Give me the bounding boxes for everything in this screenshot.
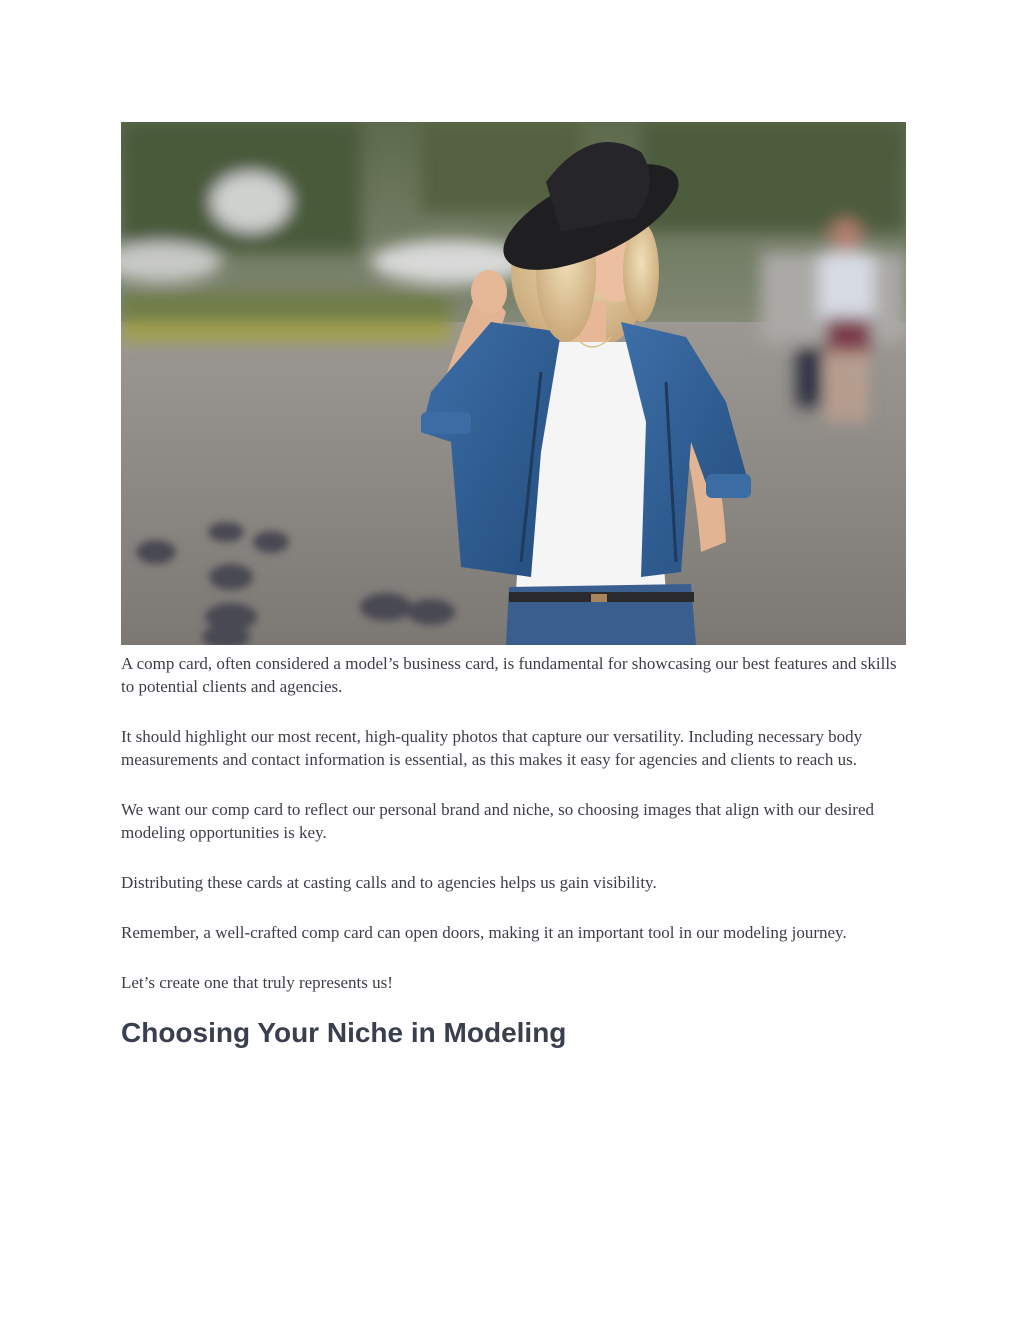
paragraph: Let’s create one that truly represents us! (121, 973, 393, 992)
article (121, 122, 906, 1050)
section-heading: Choosing Your Niche in Modeling (121, 1017, 567, 1048)
paragraph: We want our comp card to reflect our personal brand and niche, so choosing images that align with our desired modeling opportunities is key. (121, 800, 875, 842)
paragraph: Distributing these cards at casting calls and to agencies helps us gain visibility. (121, 873, 657, 892)
paragraph: Remember, a well-crafted comp card can open doors, making it an important tool in our modeling journey. (121, 923, 847, 942)
paragraph: It should highlight our most recent, high-quality photos that capture our versatility. Including necessary body measurements and contact information is essential, as this makes it easy for agencies and clients to reach us. (121, 727, 863, 769)
article-body (121, 652, 906, 994)
model-photo-illustration (121, 122, 906, 645)
paragraph: A comp card, often considered a model’s business card, is fundamental for showcasing our best features and skills to potential clients and agencies. (121, 654, 897, 696)
hero-photo (121, 122, 906, 645)
